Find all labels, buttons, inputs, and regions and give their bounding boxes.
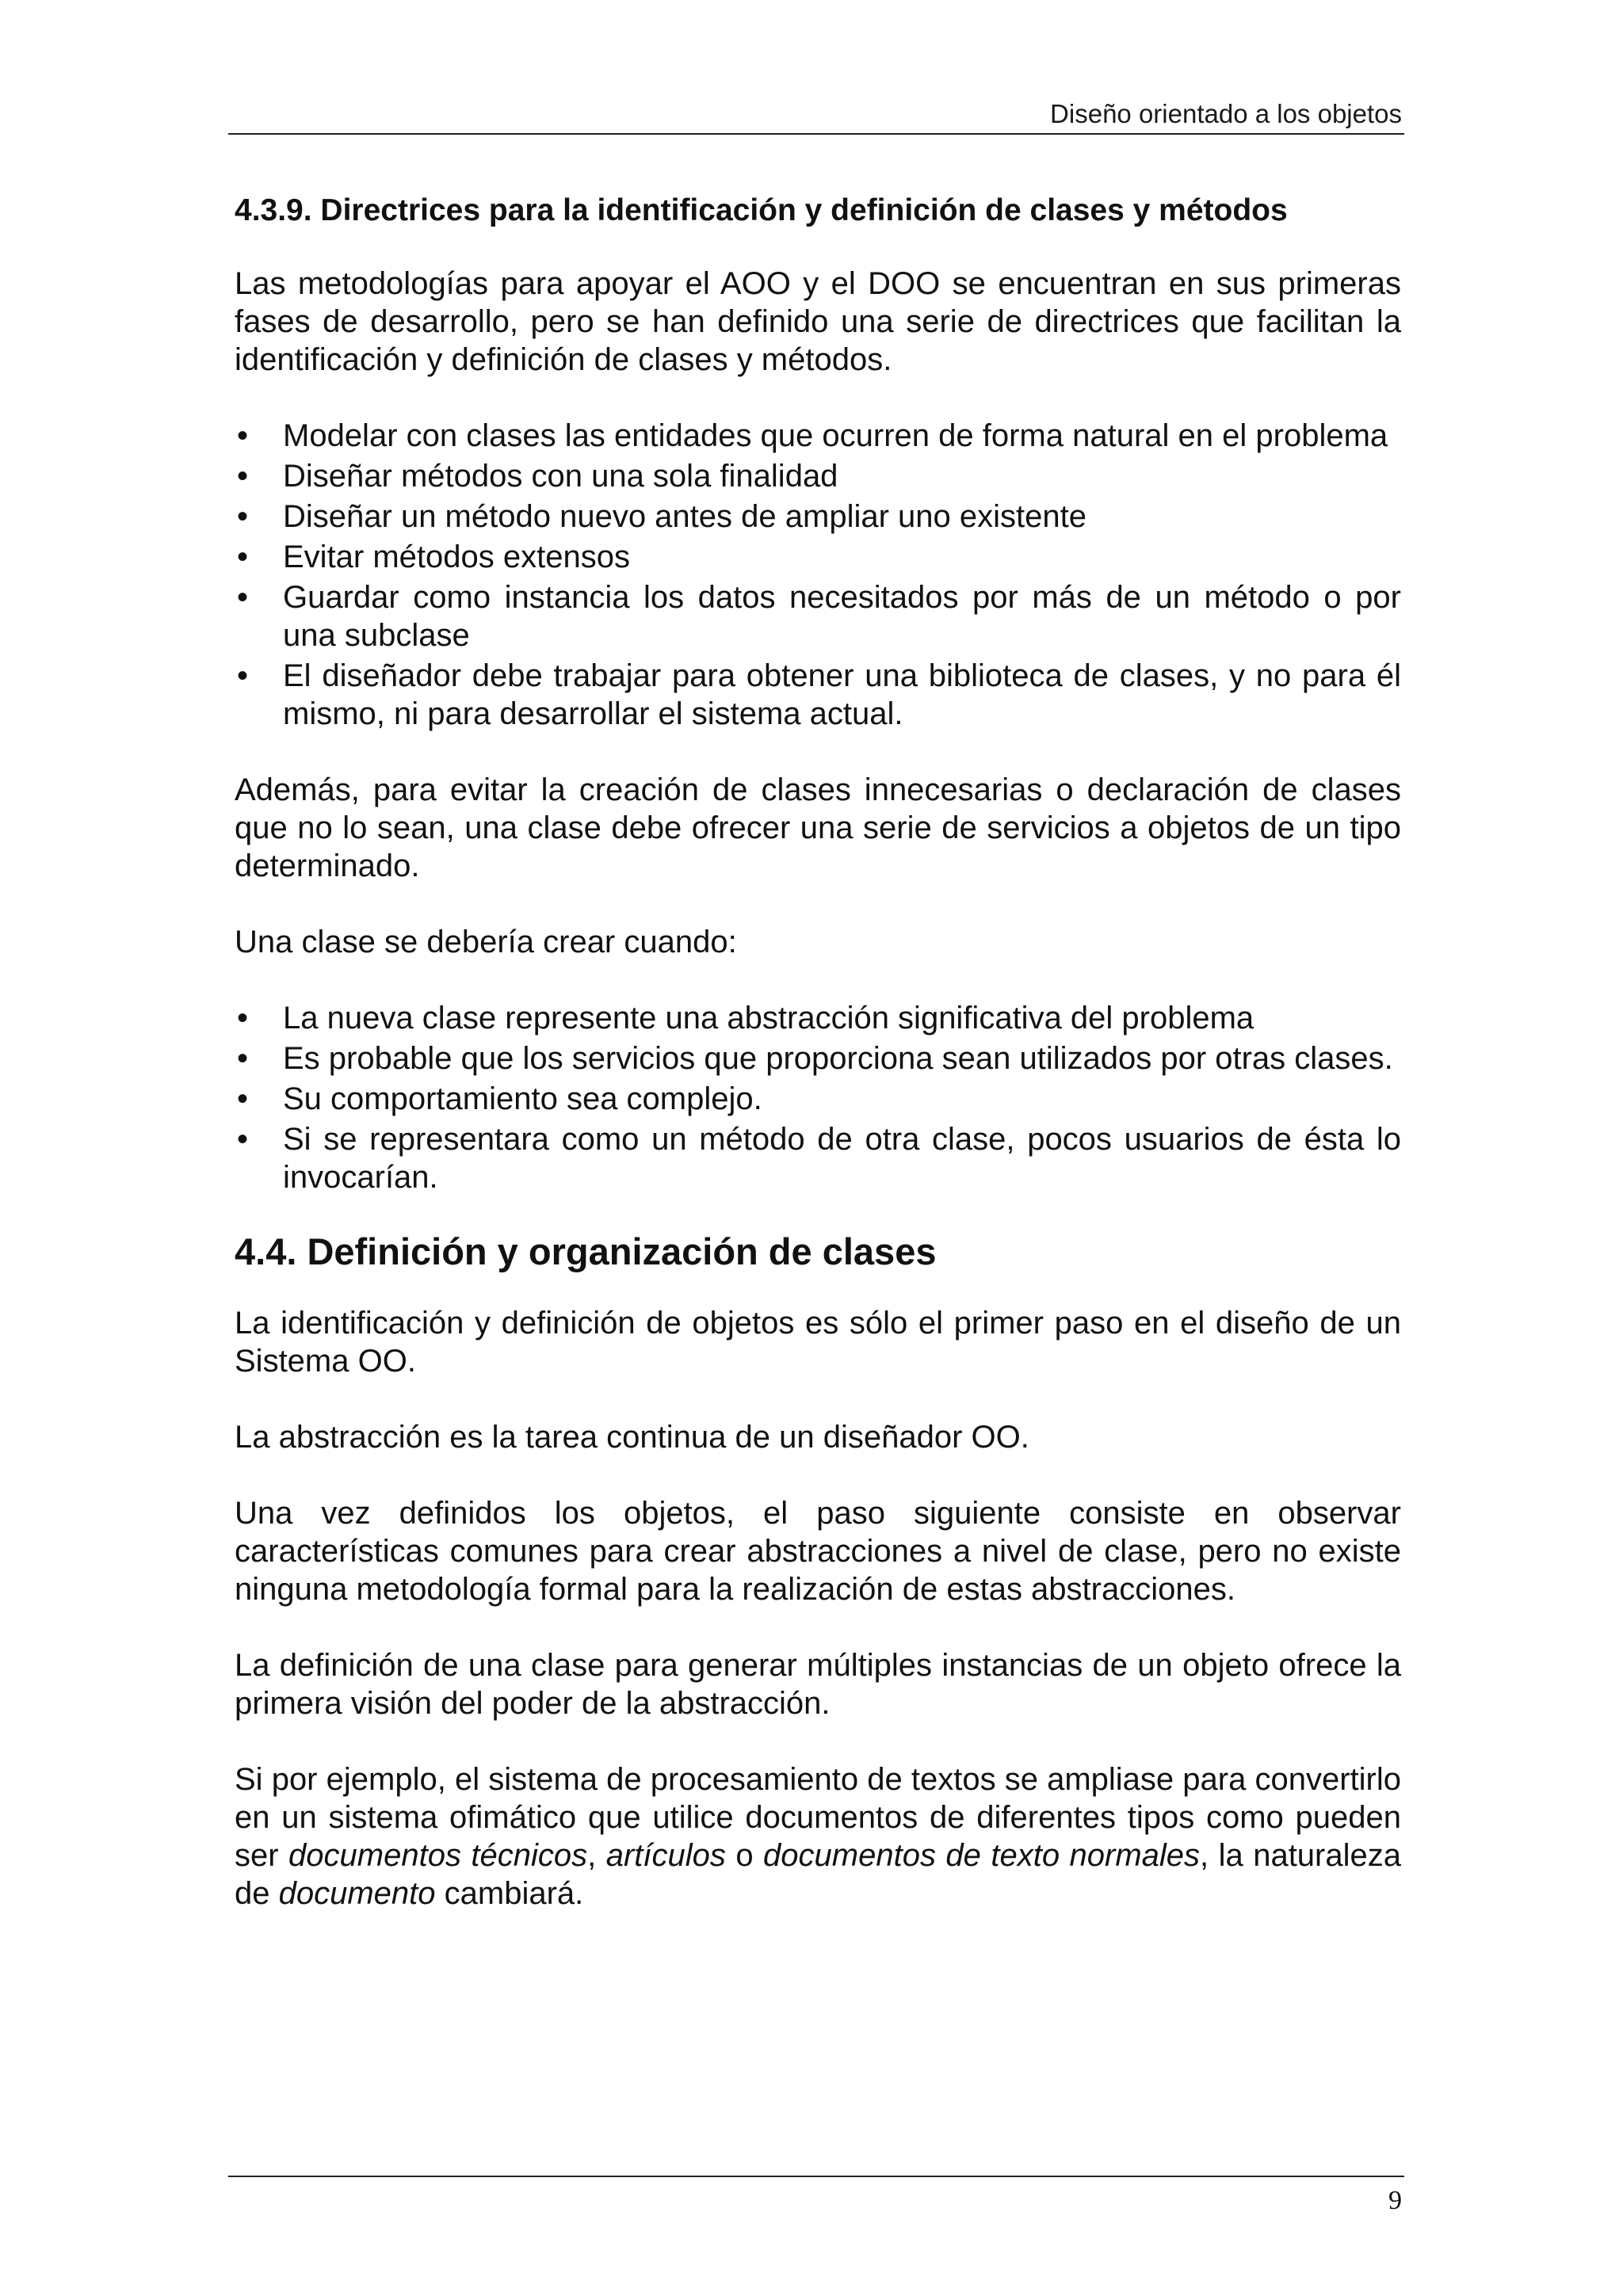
list-item-text: Guardar como instancia los datos necesitados por más de un método o por una subclase <box>283 580 1401 653</box>
body-paragraph: La definición de una clase para generar múltiples instancias de un objeto ofrece la primera visión del poder de la abstracción. <box>235 1648 1401 1721</box>
list-item-text: Si se representara como un método de otra clase, pocos usuarios de ésta lo invocarían. <box>283 1122 1401 1195</box>
footer-rule <box>228 2176 1404 2177</box>
body-paragraph: La abstracción es la tarea continua de un diseñador OO. <box>235 1420 1029 1455</box>
list-item-text: Su comportamiento sea complejo. <box>283 1081 762 1116</box>
page-number: 9 <box>1388 2186 1402 2215</box>
list-item <box>235 498 1401 536</box>
list-item <box>235 578 1401 654</box>
bullet-icon: • <box>236 459 248 494</box>
bullet-icon: • <box>236 1122 248 1157</box>
section-title: 4.4. Definición y organización de clases <box>235 1230 937 1272</box>
list-item-text: Diseñar métodos con una sola finalidad <box>283 459 838 494</box>
bullet-icon: • <box>236 418 248 453</box>
intro-paragraph: Las metodologías para apoyar el AOO y el DOO se encuentran en sus primeras fases de desarrollo, pero se han definido una serie de directrices que facilitan la identificación y definición de clases y métodos. <box>235 266 1401 377</box>
body-paragraph: Una vez definidos los objetos, el paso siguiente consiste en observar características comunes para crear abstracciones a nivel de clase, pero no existe ninguna metodología formal para la realización de estas abstracciones. <box>235 1496 1401 1607</box>
list-item-text: Modelar con clases las entidades que ocurren de forma natural en el problema <box>283 418 1388 453</box>
list-item-text: Diseñar un método nuevo antes de ampliar uno existente <box>283 499 1086 534</box>
list-item-text: Evitar métodos extensos <box>283 540 630 574</box>
page-content <box>235 189 1401 1951</box>
text-run: , la naturaleza de <box>235 1838 1401 1911</box>
bullet-icon: • <box>236 658 248 693</box>
text-run: o <box>725 1838 764 1873</box>
list-item <box>235 999 1401 1037</box>
running-header: Diseño orientado a los objetos <box>1050 99 1402 128</box>
text-run: , <box>587 1838 606 1873</box>
list-item-text: La nueva clase represente una abstracción significativa del problema <box>283 1001 1254 1035</box>
ademas-paragraph: Además, para evitar la creación de clases innecesarias o declaración de clases que no lo sean, una clase debe ofrecer una serie de servicios a objetos de un tipo determinado. <box>235 772 1401 883</box>
list-item <box>235 538 1401 576</box>
bullet-icon: • <box>236 540 248 574</box>
body-paragraph: La identificación y definición de objetos es sólo el primer paso en el diseño de un Sistema OO. <box>235 1306 1401 1379</box>
list-item-text: El diseñador debe trabajar para obtener una biblioteca de clases, y no para él mismo, ni para desarrollar el sistema actual. <box>283 658 1401 731</box>
list-item <box>235 1039 1401 1077</box>
subsection-title: 4.3.9. Directrices para la identificación y definición de clases y métodos <box>235 193 1288 227</box>
header-rule <box>228 133 1404 135</box>
conditions-list <box>235 999 1401 1196</box>
emphasis-text: artículos <box>605 1838 726 1873</box>
list-item <box>235 457 1401 495</box>
bullet-icon: • <box>236 1001 248 1035</box>
list-item <box>235 417 1401 455</box>
list-item <box>235 657 1401 733</box>
text-run: Si por ejemplo, el sistema de procesamiento de textos se ampliase para convertirlo en un sistema ofimático que utilice documentos de diferentes tipos como pueden ser <box>235 1762 1401 1873</box>
bullet-icon: • <box>236 1081 248 1116</box>
text-run: cambiará. <box>435 1876 584 1911</box>
bullet-icon: • <box>236 1041 248 1076</box>
guidelines-list <box>235 417 1401 733</box>
example-paragraph <box>235 1760 1401 1913</box>
list-item-text: Es probable que los servicios que proporciona sean utilizados por otras clases. <box>283 1041 1393 1076</box>
emphasis-text: documentos técnicos <box>288 1838 588 1873</box>
cuando-paragraph: Una clase se debería crear cuando: <box>235 925 737 959</box>
emphasis-text: documentos de texto normales <box>763 1838 1201 1873</box>
emphasis-text: documento <box>278 1876 436 1911</box>
list-item <box>235 1080 1401 1118</box>
bullet-icon: • <box>236 499 248 534</box>
bullet-icon: • <box>236 580 248 615</box>
list-item <box>235 1120 1401 1196</box>
